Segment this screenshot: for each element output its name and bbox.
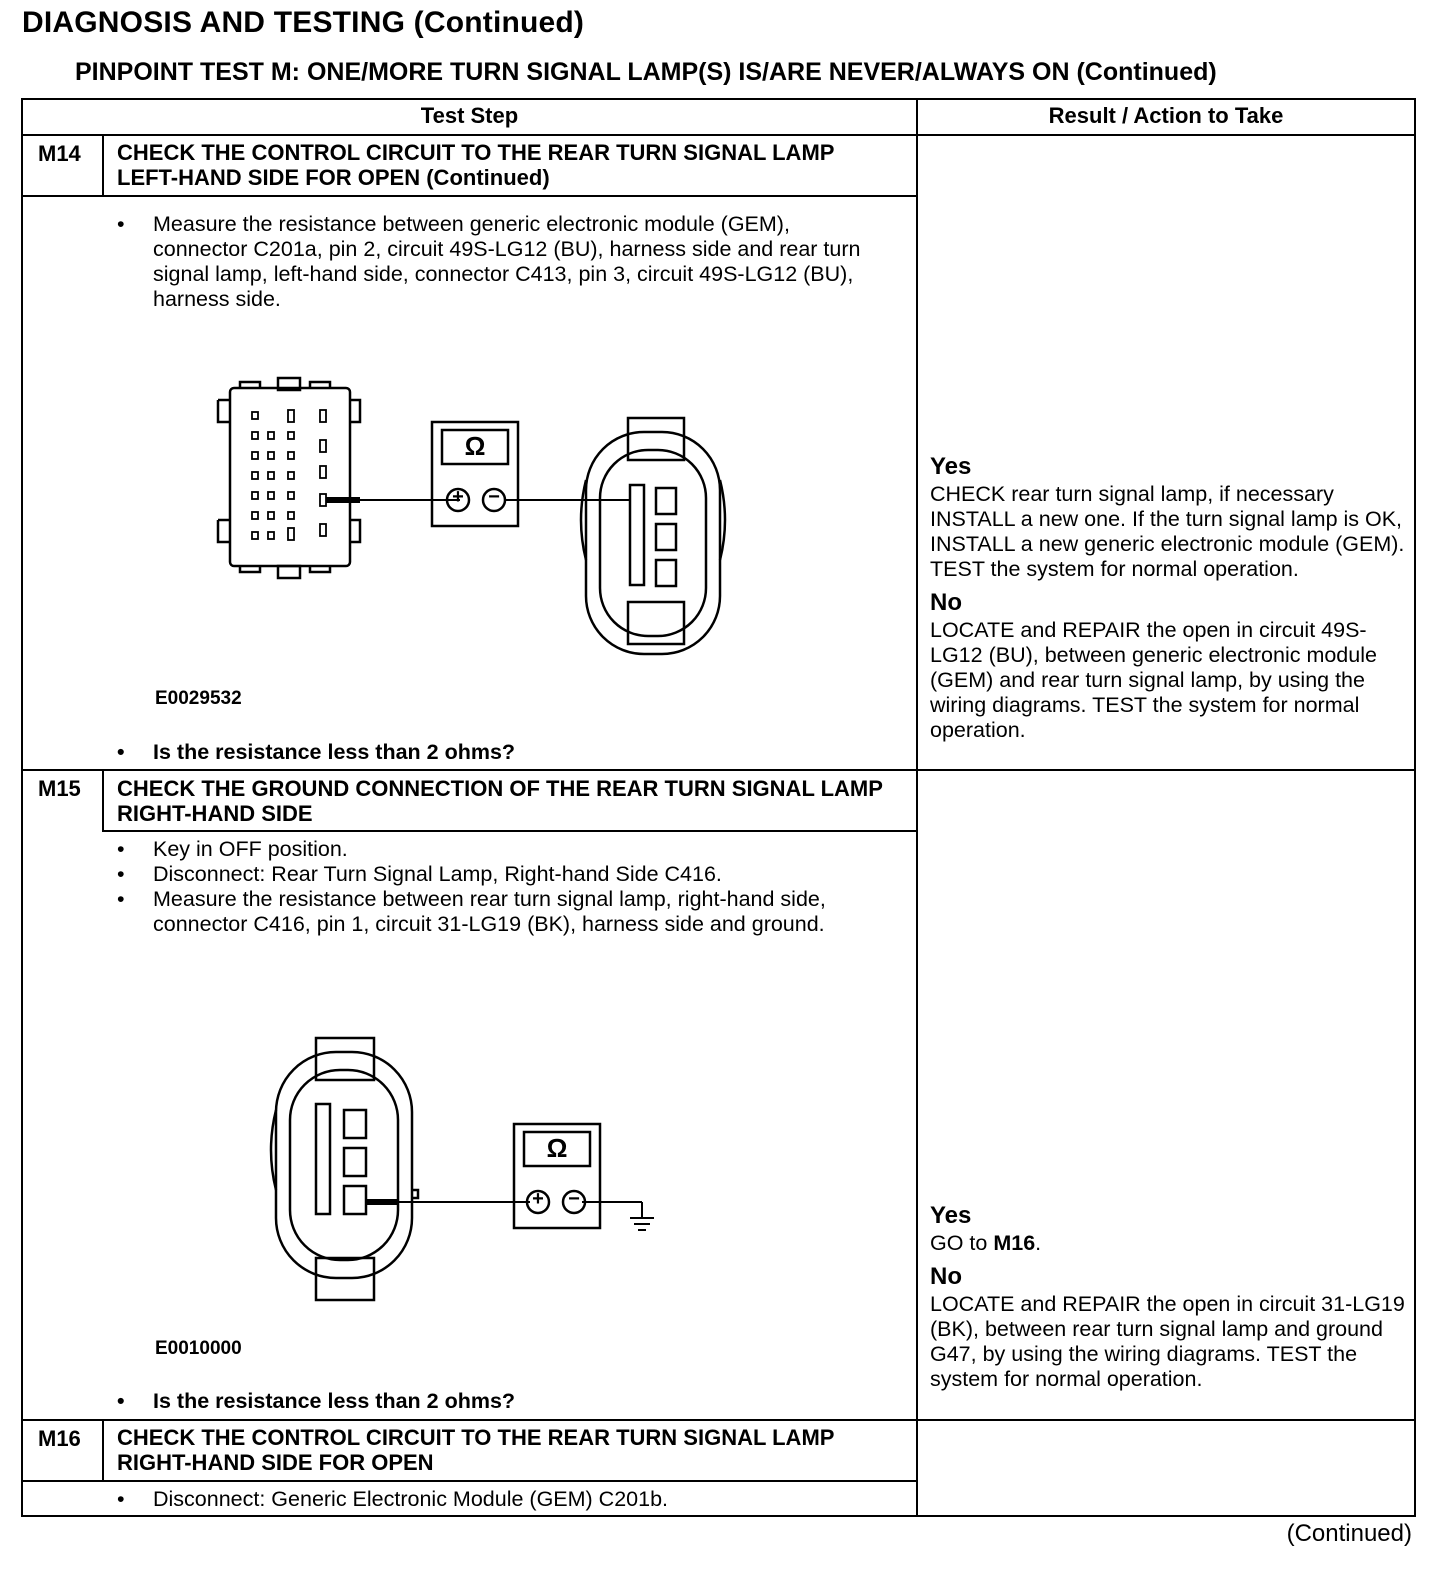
lamp-connector-icon xyxy=(581,418,725,654)
yes-label: Yes xyxy=(930,1202,972,1229)
step-id-m16: M16 xyxy=(38,1426,81,1451)
header-result-action: Result / Action to Take xyxy=(1048,103,1284,128)
step-instructions-m14 xyxy=(117,212,877,312)
step-title-m16: CHECK THE CONTROL CIRCUIT TO THE REAR TURN SIGNAL LAMP RIGHT-HAND SIDE FOR OPEN xyxy=(117,1425,835,1475)
yes-action: CHECK rear turn signal lamp, if necessary INSTALL a new one. If the turn signal lamp is OK, INSTALL a new generic electronic module (GEM). TEST the system for normal operation. xyxy=(930,482,1405,581)
m15-title-divider xyxy=(102,830,918,832)
continued-footer: (Continued) xyxy=(1286,1520,1412,1547)
step-title-m15: CHECK THE GROUND CONNECTION OF THE REAR TURN SIGNAL LAMP RIGHT-HAND SIDE xyxy=(117,776,883,826)
instruction-item: • Disconnect: Generic Electronic Module (GEM) C201b. xyxy=(117,1487,877,1512)
ground-icon xyxy=(630,1218,654,1230)
gem-connector-icon xyxy=(218,378,360,578)
step-id-m15: M15 xyxy=(38,776,81,801)
m14-title-divider xyxy=(21,195,918,197)
no-label: No xyxy=(930,1263,962,1290)
lamp-connector-icon xyxy=(271,1038,418,1300)
step-title-m14: CHECK THE CONTROL CIRCUIT TO THE REAR TURN SIGNAL LAMP LEFT-HAND SIDE FOR OPEN (Continued) xyxy=(117,140,835,190)
id-divider-m15 xyxy=(102,770,104,832)
step-instructions-m16 xyxy=(117,1487,877,1512)
question-m14 xyxy=(117,740,877,765)
instruction-item: • Disconnect: Rear Turn Signal Lamp, Right-hand Side C416. xyxy=(117,862,877,887)
result-m15 xyxy=(930,1201,1410,1392)
m15-wiring-diagram xyxy=(260,1030,680,1310)
yes-action: GO to M16. xyxy=(930,1231,1042,1255)
figure-id-m14: E0029532 xyxy=(155,688,242,709)
figure-id-m15: E0010000 xyxy=(155,1338,242,1359)
id-divider-m14 xyxy=(102,134,104,196)
m14-wiring-diagram xyxy=(200,370,740,670)
instruction-item: • Key in OFF position. xyxy=(117,837,877,862)
m14-plus-terminal: + xyxy=(452,486,464,508)
header-divider xyxy=(21,134,1416,136)
m15-plus-terminal: + xyxy=(532,1188,544,1210)
m14-ohm-symbol: Ω xyxy=(464,431,486,461)
step-link-m16[interactable]: M16 xyxy=(993,1231,1036,1255)
result-m14 xyxy=(930,452,1410,743)
pinpoint-test-title: PINPOINT TEST M: ONE/MORE TURN SIGNAL LAMP(S) IS/ARE NEVER/ALWAYS ON (Continued) xyxy=(75,58,1217,86)
header-test-step: Test Step xyxy=(420,103,519,128)
column-divider xyxy=(916,98,918,1517)
no-action: LOCATE and REPAIR the open in circuit 49S-LG12 (BU), between generic electronic module (GEM) and rear turn signal lamp, by using the wiring diagrams. TEST the system for normal operation. xyxy=(930,618,1377,742)
page-title: DIAGNOSIS AND TESTING (Continued) xyxy=(22,6,585,39)
step-instructions-m15 xyxy=(117,837,877,937)
question-text: • Is the resistance less than 2 ohms? xyxy=(117,1389,877,1414)
step-id-m14: M14 xyxy=(38,141,81,166)
m15-m16-divider xyxy=(21,1419,1416,1421)
no-action: LOCATE and REPAIR the open in circuit 31-LG19 (BK), between rear turn signal lamp and ground G47, by using the wiring diagrams. TEST the system for normal operation. xyxy=(930,1292,1405,1391)
instruction-item: • Measure the resistance between rear turn signal lamp, right-hand side, connector C416, pin 1, circuit 31-LG19 (BK), harness side and ground. xyxy=(117,887,877,937)
question-m15 xyxy=(117,1389,877,1414)
m15-minus-terminal: − xyxy=(568,1188,580,1210)
instruction-item: • Measure the resistance between generic electronic module (GEM), connector C201a, pin 2, circuit 49S-LG12 (BU), harness side and rear turn signal lamp, left-hand side, connector C413, pin 3, circuit 49S-LG12 (BU), harness side. xyxy=(117,212,877,312)
m14-minus-terminal: − xyxy=(488,486,500,508)
question-text: • Is the resistance less than 2 ohms? xyxy=(117,740,877,765)
no-label: No xyxy=(930,589,962,616)
m14-m15-divider xyxy=(21,769,1416,771)
m15-ohm-symbol: Ω xyxy=(546,1133,568,1163)
yes-label: Yes xyxy=(930,453,972,480)
m16-title-divider xyxy=(21,1480,918,1482)
id-divider-m16 xyxy=(102,1420,104,1482)
